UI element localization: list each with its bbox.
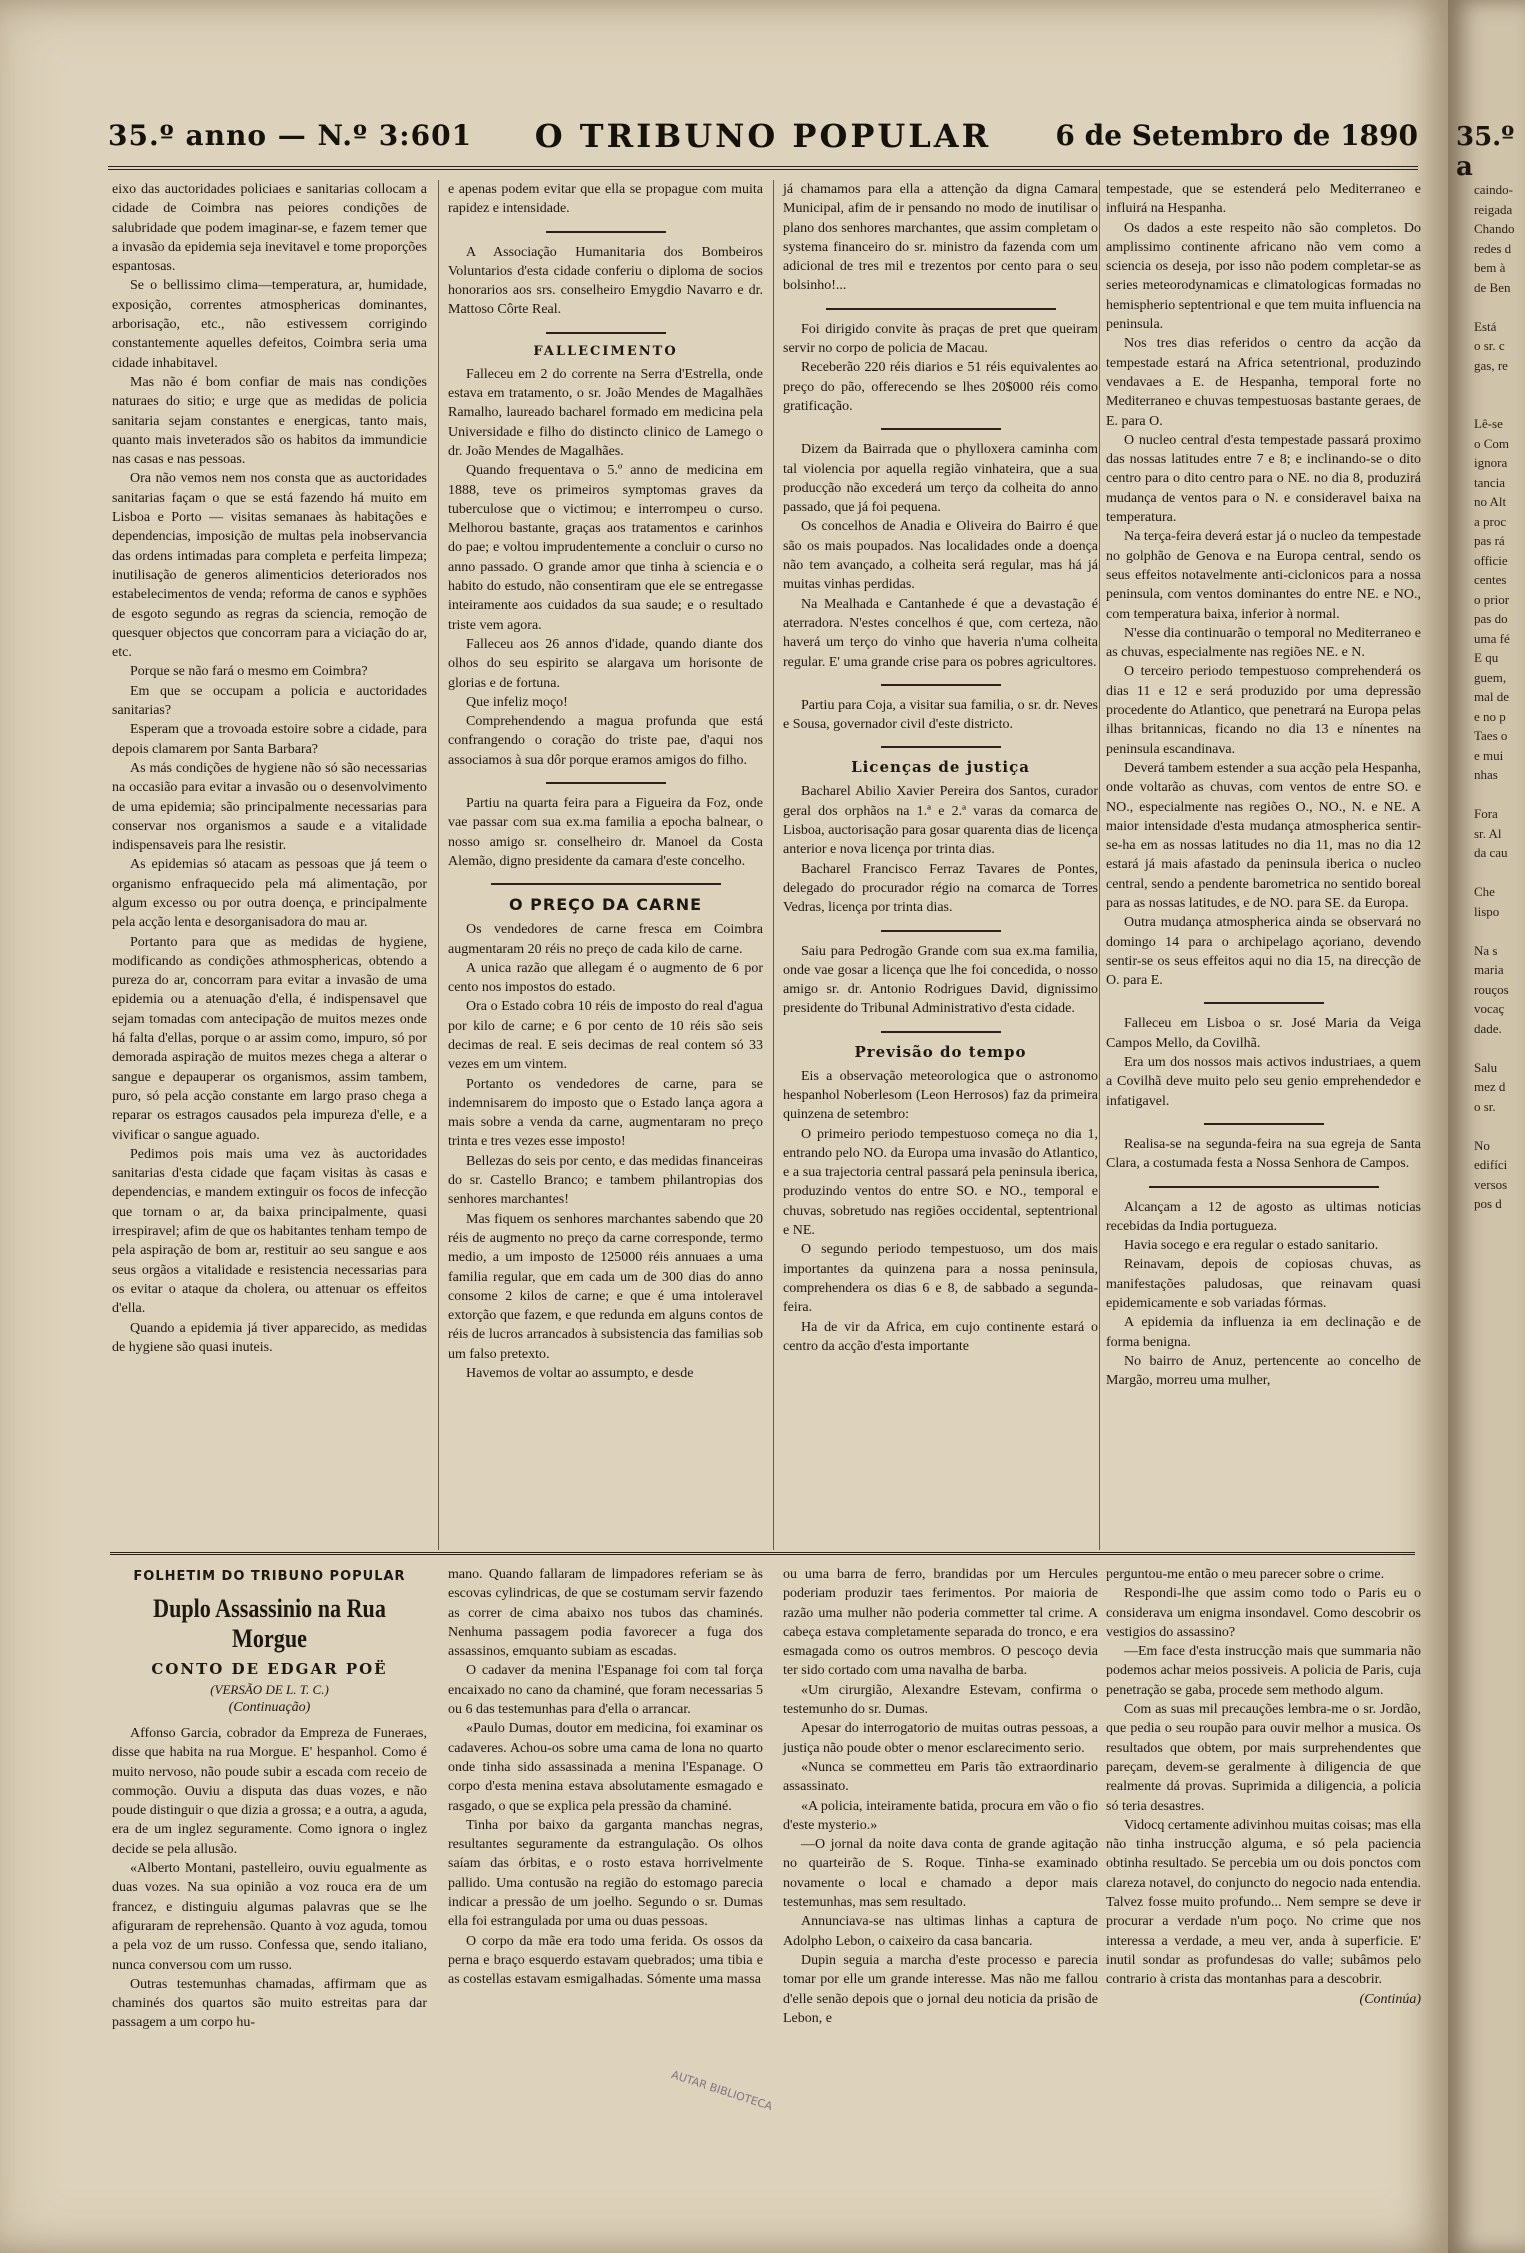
adjacent-page-text	[1456, 180, 1524, 1214]
article-paragraph: Portanto os vendedores de carne, para se indemnisarem do imposto que o Estado lança agora a mais sobre a venda da carne, augmentaram no preço trinta e tres vezes esse imposto!	[448, 1076, 763, 1150]
story-paragraph: Respondi-lhe que assim como todo o Paris eu o considerava um enigma insondavel. Como descobrir os vestigios do assassino?	[1106, 1586, 1421, 1640]
article-paragraph: As epidemias só atacam as pessoas que já teem o organismo enfraquecido pela má alimentação, por algum excesso ou por outra doença, e principalmente pela acção lenta e desorganisadora do mau ar.	[112, 857, 427, 931]
adjacent-page-line: pos d	[1474, 1196, 1502, 1211]
article-paragraph: Falleceu em 2 do corrente na Serra d'Estrella, onde estava em tratamento, o sr. João Mendes de Magalhães Ramalho, laureado bacharel formado em medicina pela Universidade e filho do distincto clinico de Lamego o dr. João Mendes de Magalhães.	[448, 366, 763, 459]
article-paragraph: Falleceu aos 26 annos d'idade, quando diante dos olhos do seu espirito se alargava um horisonte de glorias e de fortuna.	[448, 636, 763, 691]
newspaper-title: O TRIBUNO POPULAR	[534, 117, 992, 155]
story-paragraph: Apesar do interrogatorio de muitas outras pessoas, a justiça não poude obter o menor esclarecimento serio.	[783, 1721, 1098, 1756]
article-paragraph: já chamamos para ella a attenção da digna Camara Municipal, afim de ir pensando no modo de inutilisar o plano dos senhores marchantes, que assim completam o systema financeiro do sr. ministro da fazenda com um adicional de tres mil e trezentos por cento para o seu bolsinho!...	[783, 182, 1098, 294]
adjacent-page-line: nhas	[1474, 767, 1498, 782]
separator-rule	[881, 684, 1001, 686]
news-item: Era um dos nossos mais activos industriaes, a quem a Covilhã deve muito pelo seu genio emprehendedor e infatigavel.	[1106, 1055, 1421, 1109]
adjacent-page-line: uma fé	[1474, 630, 1510, 646]
adjacent-page-line	[1456, 375, 1524, 395]
article-paragraph: eixo das auctoridades policiaes e sanitarias collocam a cidade de Coimbra nas peiores condições de salubridade que podem imaginar-se, e fazem temer que a invasão da epidemia seja inevitavel e tome proporções espantosas.	[112, 182, 427, 275]
column-3	[783, 180, 1098, 1356]
adjacent-page-line: o prior	[1474, 591, 1510, 607]
article-paragraph: Comprehendendo a magua profunda que está confrangendo o coração do triste pae, d'aqui nos associamos à sua dôr porque eramos amigos do filho.	[448, 714, 763, 768]
feuilleton-band: FOLHETIM DO TRIBUNO POPULAR	[133, 1569, 406, 1584]
adjacent-page-line: tancia	[1474, 474, 1506, 490]
article-paragraph: Os concelhos de Anadia e Oliveira do Bairro é que são os mais poupados. Nas localidades onde a doença não tem avançado, a colheita será regular, mas há já muitas vinhas perdidas.	[783, 519, 1098, 593]
adjacent-page-line: de Ben	[1474, 279, 1511, 295]
feuilleton-header	[112, 1569, 427, 1716]
article-paragraph: Quando frequentava o 5.º anno de medicina em 1888, teve os primeiros symptomas graves da tuberculose que o victimou; e interrompeu o curso. Melhorou bastante, graças aos tratamentos e carinhos do pae; e voltou imprudentemente a concluir o curso no anno passado. O grande amor que tinha à sciencia e o habito do estudo, não consentiram que ele se entregasse inteiramente aos cuidados da sua saude; e o resultado triste vem agora.	[448, 463, 763, 633]
story-paragraph: Vidocq certamente adivinhou muitas coisas; mas ella não tinha instrucção alguma, e só pela paciencia obtinha resultado. Se percebia um ou dois ponctos com clareza notavel, do conjuncto do negocio nada entendia. Talvez fosse muito profundo... Nem sempre se deve ir procurar a verdade n'um poço. No crime que nos interessa a verdade, a meu ver, anda à superficie. E' inutil sondar as profundesas do valle; subâmos pelo contrario à crista das montanhas para a descobrir.	[1106, 1817, 1421, 1988]
article-paragraph: Ora não vemos nem nos consta que as auctoridades sanitarias façam o que se está fazendo há muito em Lisboa e Porto — visitas semanaes às habitações e dependencias, imposição de multas pela inobservancia das ordens intimadas para completa e perfeita limpeza; inutilisação de generos alimenticios deteriorados nos estabelecimentos de venda; reforma de canos e syphões de esgoto segundo as regras da sciencia, remoção de quesquer objectos que concorram para a viciação do ar, etc.	[112, 471, 427, 661]
adjacent-page-line: Está	[1474, 318, 1497, 334]
adjacent-page-line	[1456, 863, 1524, 883]
adjacent-page-line: maria	[1474, 962, 1504, 977]
article-paragraph: A epidemia da influenza ia em declinação e de forma benigna.	[1106, 1315, 1421, 1350]
article-paragraph: Se o bellissimo clima—temperatura, ar, humidade, exposição, correntes atmosphericas dominantes, arborisação, etc., não estivessem corrigindo constantemente aquelles defeitos, Coimbra seria uma cidade inhabitavel.	[112, 278, 427, 371]
story-paragraph: O cadaver da menina l'Espanage foi com tal força encaixado no cano da chaminé, que foram necessarias 5 ou 6 das testemunhas para d'ella o arrancar.	[448, 1663, 763, 1718]
adjacent-page-line: E qu	[1474, 650, 1499, 665]
separator-rule	[1204, 1123, 1324, 1125]
news-item: Saiu para Pedrogão Grande com sua ex.ma familia, onde vae gosar a licença que lhe foi concedida, o nosso amigo sr. dr. Antonio Rodrigues David, dignissimo presidente do Tribunal Administrativo d'esta cidade.	[783, 943, 1098, 1017]
adjacent-page-line: ignora	[1474, 455, 1508, 470]
feuilleton-continuation: (Continuação)	[228, 1700, 311, 1715]
story-paragraph: Dupin seguia a marcha d'este processo e parecia tomar por elle um grande interesse. Mas não me fallou d'elle senão depois que o jornal deu noticia da prisão de Lebon, e	[783, 1952, 1098, 2026]
article-paragraph: Bacharel Francisco Ferraz Tavares de Pontes, delegado do procurador régio na comarca de Torres Vedras, licença por trinta dias.	[783, 861, 1098, 916]
adjacent-page-line: redes d	[1474, 240, 1512, 256]
column-4	[1106, 180, 1421, 1391]
article-paragraph: Mas fiquem os senhores marchantes sabendo que 20 réis de augmento no preço da carne corresponde, termo medio, a um imposto de 125000 réis annuaes a uma familia regular, que em cada um de 300 dias do anno consome 2 kilos de carne; e que é uma intoleravel extorção que fazem, e que redunda em alguns contos de réis de lucros arrancados à subsistencia das familias sob um falso pretexto.	[448, 1211, 763, 1362]
adjacent-page-line: Fora	[1474, 806, 1498, 821]
story-paragraph: —O jornal da noite dava conta de grande agitação no quarteirão de S. Roque. Tinha-se examinado novamente o local e chamado a depor mais testemunhas, mas sem resultado.	[783, 1837, 1098, 1911]
adjacent-page-line: guem,	[1474, 669, 1507, 685]
adjacent-page-line: bem à	[1474, 260, 1506, 275]
adjacent-page-line: pas do	[1474, 611, 1508, 626]
story-paragraph: «Alberto Montani, pastelleiro, ouviu egualmente as duas vozes. Na sua opinião a voz rouca era de um francez, e distinguiu algumas palavras que se lhe afiguraram de reprehensão. Quanto à voz aguda, tomou a pela voz de um russo. Confessa que, sendo italiano, nunca conversou com um russo.	[112, 1861, 427, 1973]
adjacent-page-line: Chando	[1474, 221, 1515, 236]
story-paragraph: «Paulo Dumas, doutor em medicina, foi examinar os cadaveres. Achou-os sobre uma cama de lona no quarto onde tinha sido assassinada a menina l'Espanage. O corpo d'esta menina estava absolutamente esmagado e rasgado, o que se explica pela pressão da chaminé.	[448, 1721, 763, 1814]
adjacent-page-line: Salu	[1474, 1059, 1498, 1075]
separator-rule	[491, 883, 721, 885]
separator-rule	[881, 1031, 1001, 1033]
article-paragraph: Dizem da Bairrada que o phylloxera caminha com tal violencia por aquella região vinhateira, que a sua producção não excederá um terço da colheita do anno passado, que já foi pequena.	[783, 442, 1098, 516]
article-paragraph: Eis a observação meteorologica que o astronomo hespanhol Noberlesom (Leon Herrosos) faz da primeira quinzena de setembro:	[783, 1068, 1098, 1123]
adjacent-page-line: mal de	[1474, 689, 1510, 704]
adjacent-page-line: da cau	[1474, 845, 1508, 860]
article-paragraph: Porque se não fará o mesmo em Coimbra?	[130, 664, 368, 680]
article-paragraph: Os dados a este respeito não são completos. Do amplissimo continente africano não vem como a sciencia os deseja, por isso não podem completar-se as series meteorodynamicas e climatologicas formadas no hemispherio septentrional e que tem muita influencia na peninsula.	[1106, 220, 1421, 333]
adjacent-page-edge	[1448, 0, 1525, 2253]
adjacent-page-line	[1456, 921, 1524, 941]
article-paragraph: Que infeliz moço!	[466, 694, 568, 710]
adjacent-page-line: centes	[1474, 572, 1507, 587]
adjacent-page-line: Na s	[1474, 942, 1498, 958]
adjacent-page-line: e no p	[1474, 708, 1506, 724]
article-paragraph: e apenas podem evitar que ella se propague com muita rapidez e intensidade.	[448, 182, 763, 217]
article-paragraph: O primeiro periodo tempestuoso começa no dia 1, entrando pelo NO. da Europa uma invasão do Atlantico, e a sua trajectoria central passará pela peninsula iberica, produzindo ventos do entre SO. e NO., temporal e chuvas, sobretudo nas regiões occidental, septentrional e NE.	[783, 1126, 1098, 1239]
adjacent-page-line: lispo	[1474, 903, 1500, 919]
column-1	[112, 180, 427, 1357]
feuilleton-rule	[110, 1552, 1415, 1555]
adjacent-page-line: o sr.	[1474, 1098, 1496, 1114]
adjacent-page-line	[1456, 395, 1524, 415]
adjacent-page-line	[1456, 1038, 1524, 1058]
continuation-note: (Continúa)	[1359, 1991, 1421, 2007]
article-paragraph: Pedimos pois mais uma vez às auctoridades sanitarias d'esta cidade que façam visitas às casas e dependencias, e mandem extinguir os focos de infecção que tornam o ar, da baixa principalmente, quasi irrespiravel; afim de que os habitantes tenham tempo de pela aspiração de bom ar, restituir ao seu sangue e aos seus orgãos a vitalidade e resistencia necessarias para os evitar o ataque da cholera, ou attenuar os effeitos d'ella.	[112, 1146, 427, 1317]
story-paragraph: ou uma barra de ferro, brandidas por um Hercules poderiam produzir taes ferimentos. Por maioria de razão uma mulher não poderia commetter tal crime. A cabeça estava completamente separada do tronco, e era esmagada como os outros membros. O pescoço devia ter sido cortado com uma navalha de barba.	[783, 1567, 1098, 1679]
feuilleton-column-3	[783, 1565, 1098, 2028]
adjacent-page-line: mez d	[1474, 1079, 1506, 1094]
story-paragraph: mano. Quando fallaram de limpadores referiam se às escovas cylindricas, de que se costumam servir fazendo as correr de cima abaixo nos tubos das chaminés. Nenhuma passagem podia favorecer a fuga dos assassinos, emquanto subiam as escadas.	[448, 1567, 763, 1660]
article-paragraph: Nos tres dias referidos o centro da acção da tempestade estará na Africa setentrional, produzindo vendavaes a E. de Hespanha, temporal forte no Mediterraneo e chuvas tempestuosas bastante geraes, de E. para O.	[1106, 336, 1421, 429]
adjacent-page-line: reigada	[1474, 201, 1513, 217]
news-item: A Associação Humanitaria dos Bombeiros Voluntarios d'esta cidade conferiu o diploma de socios honorarios aos srs. conselheiro Emygdio Navarro e dr. Mattoso Côrte Real.	[448, 244, 763, 318]
column-2	[448, 180, 763, 1383]
separator-rule	[826, 308, 1056, 310]
section-heading: O PREÇO DA CARNE	[508, 895, 703, 915]
issue-date: 6 de Setembro de 1890	[1055, 119, 1418, 152]
adjacent-page-line: gas, re	[1474, 357, 1508, 373]
story-paragraph: «A policia, inteiramente batida, procura em vão o fio d'este mysterio.»	[783, 1798, 1098, 1833]
separator-rule	[546, 332, 666, 334]
story-paragraph: Com as suas mil precauções lembra-me o sr. Jordão, que pedia o seu roupão para ouvir melhor a musica. Os resultados que obtem, por mais surprehendentes que pareçam, devem-se geralmente à diligencia de que realmente dá provas. Suprimida a diligencia, a policia só teria desastres.	[1106, 1702, 1421, 1814]
story-paragraph: perguntou-me então o meu parecer sobre o crime.	[1106, 1567, 1385, 1582]
adjacent-page-line: Taes o	[1474, 728, 1508, 743]
article-paragraph: N'esse dia continuarão o temporal no Mediterraneo e as chuvas, especialmente nas regiões NE. e N.	[1106, 625, 1421, 661]
adjacent-page-line: vocaç	[1474, 1001, 1505, 1016]
separator-rule	[1204, 1002, 1324, 1004]
article-paragraph: Na terça-feira deverá estar já o nucleo da tempestade no golphão de Genova e na Europa central, sendo os seus effeitos notavelmente anti-ciclonicos para a nossa peninsula, com ventos dominantes do entre NE. e NO., com temperatura baixa, inferior à normal.	[1106, 529, 1421, 622]
article-paragraph: As más condições de hygiene não só são necessarias na occasião para evitar a invasão ou o desenvolvimento de uma epidemia; são principalmente necessarias para conservar nos organismos a saude e a vitalidade indispensaveis para lhe resistir.	[112, 760, 427, 854]
adjacent-page-line: o Com	[1474, 435, 1510, 451]
news-item: Foi dirigido convite às praças de pret que queiram servir no corpo de policia de Macau.	[783, 321, 1098, 357]
article-paragraph: O nucleo central d'esta tempestade passará proximo das nossas latitudes entre 7 e 8; e inclinando-se o dito centro para o dito centro para o NE. no dia 8, produzirá mudança de ventos para o N. e consideravel baixa na temperatura.	[1106, 432, 1421, 526]
separator-rule	[546, 231, 666, 233]
section-heading: Previsão do tempo	[854, 1042, 1027, 1061]
adjacent-page-line: versos	[1474, 1176, 1508, 1192]
news-item: Partiu na quarta feira para a Figueira da Foz, onde vae passar com sua ex.ma familia a epocha balnear, o nosso amigo sr. conselheiro dr. Manoel da Costa Alemão, digno presidente da camara d'este concelho.	[448, 796, 763, 869]
article-paragraph: Havemos de voltar ao assumpto, e desde	[466, 1366, 694, 1382]
article-paragraph: O segundo periodo tempestuoso, um dos mais importantes da quinzena para a nossa peninsula, comprehendera os dias 6 e 8, de sabbado a segunda-feira.	[783, 1242, 1098, 1316]
adjacent-page-line: a proc	[1474, 513, 1507, 529]
issue-number: 35.º anno — N.º 3:601	[108, 119, 473, 152]
adjacent-page-line: edifíci	[1474, 1157, 1508, 1172]
section-heading: FALLECIMENTO	[533, 343, 678, 359]
article-paragraph: Deverá tambem estender a sua acção pela Hespanha, onde voltarão as chuvas, com ventos de entre SO. e NO., especialmente nas regiões O., NO., N. e NE. A maior intensidade d'esta mudança atmospherica sentir-se-ha em as nossas latitudes no dia 11, mas no dia 12 estará já mais afastado da peninsula iberica o nucleo central, sendo a pendente barometrica no sentido boreal para as nossas latitudes, e de NO. para SE. da Europa.	[1106, 760, 1421, 911]
separator-rule	[1149, 1186, 1379, 1188]
masthead-rule	[108, 166, 1418, 170]
article-paragraph: Os vendedores de carne fresca em Coimbra augmentaram 20 réis no preço de cada kilo de carne.	[448, 922, 763, 957]
adjacent-page-line: e mui	[1474, 747, 1504, 763]
library-stamp: AUTAR BIBLIOTECA	[669, 2068, 774, 2114]
article-paragraph: Esperam que a trovoada estoire sobre a cidade, para depois clamarem por Santa Barbara?	[112, 722, 427, 757]
article-paragraph: Outra mudança atmospherica ainda se observará no domingo 14 para o archipelago açoriano, devendo sentir-se os seus effeitos aqui no dia 15, na direcção de O. para E.	[1106, 915, 1421, 989]
story-paragraph: «Um cirurgião, Alexandre Estevam, confirma o testemunho do sr. Dumas.	[783, 1682, 1098, 1718]
article-paragraph: Ora o Estado cobra 10 réis de imposto do real d'agua por kilo de carne; e 6 por cento de 10 réis são seis decimas de real. E seis decimas de real contem só 33 vezes em um vintem.	[448, 999, 763, 1073]
article-paragraph: Bacharel Abilio Xavier Pereira dos Santos, curador geral dos orphãos na 1.ª e 2.ª varas da comarca de Lisboa, auctorisação para gosar quarenta dias de licença anterior e nova licença por trinta dias.	[783, 784, 1098, 858]
feuilleton-column-2	[448, 1565, 763, 1990]
article-paragraph: tempestade, que se estenderá pelo Mediterraneo e influirá na Hespanha.	[1106, 182, 1421, 217]
news-item: Realisa-se na segunda-feira na sua egreja de Santa Clara, a costumada festa a Nossa Senhora de Campos.	[1106, 1136, 1421, 1172]
separator-rule	[546, 782, 666, 784]
masthead	[108, 115, 1418, 159]
adjacent-page-header: 35.º a	[1456, 122, 1515, 182]
story-paragraph: Tinha por baixo da garganta manchas negras, resultantes seguramente da estrangulação. Os olhos saíam das órbitas, e o rosto estava horrivelmente pallido. Uma contusão na região do estomago parecia indicar a pressão de um joelho. Segundo o sr. Dumas ella foi estrangulada por uma ou duas pessoas.	[448, 1817, 763, 1930]
column-rule	[773, 180, 774, 1550]
feuilleton-column-1	[112, 1565, 427, 2033]
article-paragraph: Reinavam, depois de copiosas chuvas, as manifestações paludosas, que reinavam quasi epidemicamente e sob variadas fórmas.	[1106, 1257, 1421, 1312]
article-paragraph: Mas não é bom confiar de mais nas condições naturaes do sitio; e urge que as medidas de policia sanitaria sejam constantes e energicas, tanto mais, quanto mais inveterados são os habitos da immundicie nas casas e nas pessoas.	[112, 374, 427, 468]
separator-rule	[881, 428, 1001, 430]
adjacent-page-line: caindo-	[1474, 182, 1513, 197]
news-item: Receberão 220 réis diarios e 51 réis equivalentes ao preço do pão, offerecendo se lhes 20$000 réis como gratificação.	[783, 360, 1098, 414]
article-paragraph: Em que se occupam a policia e auctoridades sanitarias?	[112, 683, 427, 719]
adjacent-page-line: officie	[1474, 552, 1508, 568]
article-paragraph: O terceiro periodo tempestuoso comprehenderá os dias 11 e 12 e será produzido por uma depressão procedente do Atlantico, que penetrará na Europa pelas ilhas britannicas, ficando no dia 13 e nínentes na peninsula escandinava.	[1106, 664, 1421, 757]
separator-rule	[881, 930, 1001, 932]
story-paragraph: —Em face d'esta instrucção mais que summaria não podemos achar meios possiveis. A policia de Paris, cuja penetração se gaba, procede sem methodo algum.	[1106, 1644, 1421, 1698]
feuilleton-title: Duplo Assassinio na Rua Morgue	[153, 1594, 386, 1653]
separator-rule	[881, 746, 1001, 748]
article-paragraph: Quando a epidemia já tiver apparecido, as medidas de hygiene são quasi inuteis.	[112, 1320, 427, 1355]
adjacent-page-line: Che	[1474, 884, 1495, 899]
story-paragraph: Affonso Garcia, cobrador da Empreza de Funeraes, disse que habita na rua Morgue. E' hespanhol. Como é muito nervoso, não poude subir a escada com receio de commoção. Ouviu a disputa das duas vozes, e não poude distinguir o que dizia a grossa; e a outra, a aguda, era de um inglez seguramente. Como ignora o inglez decide se pela allusão.	[112, 1726, 427, 1857]
adjacent-page-line	[1456, 297, 1524, 317]
article-paragraph: Havia socego e era regular o estado sanitario.	[1124, 1238, 1379, 1254]
story-paragraph: Outras testemunhas chamadas, affirmam que as chaminés dos quartos são muito estreitas para dar passagem a um corpo hu-	[112, 1976, 427, 2031]
story-paragraph: «Nunca se commetteu em Paris tão extraordinario assassinato.	[783, 1759, 1098, 1795]
column-rule	[1099, 180, 1100, 1550]
story-paragraph: O corpo da mãe era todo uma ferida. Os ossos da perna e braço esquerdo estavam quebrados; uma tibia e as costellas estavam esmigalhadas. Sómente uma massa	[448, 1933, 763, 1988]
section-heading: Licenças de justiça	[851, 758, 1030, 777]
feuilleton-column-4	[1106, 1565, 1421, 2009]
article-paragraph: Portanto para que as medidas de hygiene, modificando as condições athmosphericas, obtendo a pureza do ar, concorram para evitar a invasão de uma epidemia ou a atenuação d'ella, é indispensavel que sejam tomadas com antecipação de muitos mezes onde há falta d'ellas, porque o ar assim como, impuro, só por demorada aspiração de muitos mezes chega a alterar o sangue e depauperar os organismos, assim tambem, puro, só pela acção constante em largo praso chega a reparar os estragos causados pela impureza d'elle, e a vivificar o sangue aguado.	[112, 934, 427, 1143]
story-paragraph: Annunciava-se nas ultimas linhas a captura de Adolpho Lebon, o caixeiro da casa bancaria.	[783, 1914, 1098, 1949]
adjacent-page-line: sr. Al	[1474, 825, 1502, 841]
adjacent-page-line: Lê-se	[1474, 416, 1503, 431]
adjacent-page-line: rouços	[1474, 981, 1509, 997]
feuilleton-subtitle: CONTO DE EDGAR POË	[151, 1660, 388, 1678]
adjacent-page-line: o sr. c	[1474, 338, 1505, 353]
article-paragraph: Alcançam a 12 de agosto as ultimas noticias recebidas da India portugueza.	[1106, 1199, 1421, 1234]
adjacent-page-line: dade.	[1474, 1020, 1502, 1036]
adjacent-page-line: pas rá	[1474, 533, 1505, 548]
news-item: Partiu para Coja, a visitar sua familia, o sr. dr. Neves e Sousa, governador civil d'este districto.	[783, 697, 1098, 733]
feuilleton-version: (VERSÃO DE L. T. C.)	[210, 1682, 329, 1697]
news-item: Falleceu em Lisboa o sr. José Maria da Veiga Campos Mello, da Covilhã.	[1106, 1016, 1421, 1051]
article-paragraph: Ha de vir da Africa, em cujo continente estará o centro da acção d'esta importante	[783, 1319, 1098, 1354]
adjacent-page-line: No	[1474, 1137, 1490, 1153]
article-paragraph: Bellezas do seis por cento, e das medidas financeiras do sr. Castello Branco; e tambem philantropias dos senhores marchantes!	[448, 1153, 763, 1208]
adjacent-page-line	[1456, 1116, 1524, 1136]
column-rule	[438, 180, 439, 1550]
article-paragraph: Na Mealhada e Cantanhede é que a devastação é aterradora. N'estes concelhos é que, com certeza, não haverá um terço do vinho que haveria n'uma colheita regular. E' uma grande crise para os pobres agricultores.	[783, 596, 1098, 670]
adjacent-page-line	[1456, 785, 1524, 805]
article-paragraph: A unica razão que allegam é o augmento de 6 por cento nos impostos do estado.	[448, 960, 763, 996]
article-paragraph: No bairro de Anuz, pertencente ao concelho de Margão, morreu uma mulher,	[1106, 1353, 1421, 1389]
adjacent-page-line: no Alt	[1474, 494, 1507, 509]
